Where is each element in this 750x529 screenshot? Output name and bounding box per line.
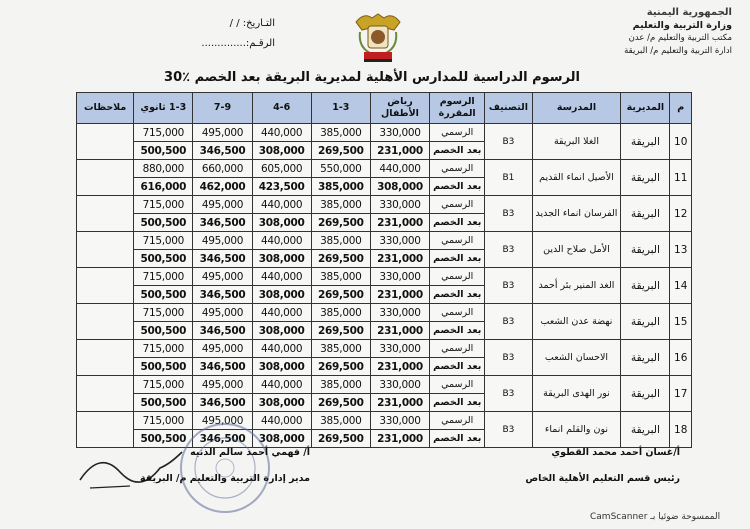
table-row	[77, 268, 692, 286]
fee-value-cell: 440,000	[252, 124, 311, 142]
fee-value-cell: 231,000	[370, 322, 429, 340]
fee-value-cell: 269,500	[311, 430, 370, 448]
row-index: 16	[670, 340, 692, 376]
fee-value-cell: 308,000	[252, 430, 311, 448]
school-cell: نور الهدى البريقة	[532, 376, 621, 412]
table-row	[77, 304, 692, 322]
fee-value-cell: 346,500	[193, 142, 252, 160]
fee-value-cell: 308,000	[252, 142, 311, 160]
fee-value-cell: 500,500	[134, 250, 193, 268]
notes-cell	[77, 340, 134, 376]
col-school: المدرسة	[532, 93, 621, 124]
district-cell: البريقة	[621, 376, 670, 412]
notes-cell	[77, 268, 134, 304]
fee-type-cell: بعد الخصم	[430, 394, 485, 412]
col-grades-1-3: 1-3	[311, 93, 370, 124]
fee-value-cell: 269,500	[311, 322, 370, 340]
fee-value-cell: 616,000	[134, 178, 193, 196]
fee-value-cell: 346,500	[193, 250, 252, 268]
fee-value-cell: 500,500	[134, 394, 193, 412]
row-index: 17	[670, 376, 692, 412]
fee-type-cell: بعد الخصم	[430, 322, 485, 340]
school-cell: الاحسان الشعب	[532, 340, 621, 376]
fee-type-cell: بعد الخصم	[430, 430, 485, 448]
classification-cell: B3	[485, 304, 532, 340]
fee-value-cell: 715,000	[134, 376, 193, 394]
classification-cell: B3	[485, 232, 532, 268]
notes-cell	[77, 376, 134, 412]
col-fee-type: الرسوم المقررة	[430, 93, 485, 124]
fee-value-cell: 330,000	[370, 304, 429, 322]
fee-value-cell: 231,000	[370, 250, 429, 268]
notes-cell	[77, 196, 134, 232]
date-ref-block	[155, 14, 275, 54]
fee-value-cell: 330,000	[370, 412, 429, 430]
col-grades-7-9: 7-9	[193, 93, 252, 124]
fee-value-cell: 269,500	[311, 142, 370, 160]
fee-value-cell: 308,000	[252, 394, 311, 412]
scanner-watermark	[590, 512, 720, 522]
fee-value-cell: 440,000	[252, 268, 311, 286]
fee-value-cell: 346,500	[193, 430, 252, 448]
fee-value-cell: 330,000	[370, 340, 429, 358]
col-grades-4-6: 4-6	[252, 93, 311, 124]
fee-value-cell: 385,000	[311, 412, 370, 430]
fee-value-cell: 231,000	[370, 430, 429, 448]
fee-type-cell: بعد الخصم	[430, 358, 485, 376]
fee-value-cell: 385,000	[311, 196, 370, 214]
table-header-row	[77, 93, 692, 124]
fee-value-cell: 269,500	[311, 214, 370, 232]
fee-value-cell: 660,000	[193, 160, 252, 178]
district-cell: البريقة	[621, 124, 670, 160]
notes-cell	[77, 232, 134, 268]
fee-value-cell: 231,000	[370, 358, 429, 376]
notes-cell	[77, 304, 134, 340]
fee-value-cell: 330,000	[370, 268, 429, 286]
table-row	[77, 124, 692, 142]
fee-value-cell: 269,500	[311, 286, 370, 304]
fee-value-cell: 462,000	[193, 178, 252, 196]
school-cell: نهضة عدن الشعب	[532, 304, 621, 340]
fee-value-cell: 385,000	[311, 304, 370, 322]
district-cell: البريقة	[621, 340, 670, 376]
school-cell: الأصيل انماء القديم	[532, 160, 621, 196]
row-index: 18	[670, 412, 692, 448]
fee-value-cell: 500,500	[134, 214, 193, 232]
date-field: التـاريخ: / /	[229, 18, 275, 29]
fee-value-cell: 495,000	[193, 376, 252, 394]
scanner-caption: الممسوحة ضوئيا بـ	[650, 512, 721, 522]
table-row	[77, 160, 692, 178]
fee-value-cell: 495,000	[193, 412, 252, 430]
classification-cell: B3	[485, 412, 532, 448]
fee-value-cell: 440,000	[370, 160, 429, 178]
fee-type-cell: الرسمي	[430, 376, 485, 394]
ministry-line: وزارة التربية والتعليم	[632, 20, 732, 31]
scanner-brand: CamScanner	[590, 512, 648, 522]
district-cell: البريقة	[621, 232, 670, 268]
school-cell: الغد المنير بئر أحمد	[532, 268, 621, 304]
fee-value-cell: 500,500	[134, 358, 193, 376]
fee-type-cell: الرسمي	[430, 412, 485, 430]
fee-value-cell: 269,500	[311, 394, 370, 412]
fee-value-cell: 346,500	[193, 358, 252, 376]
office-line: مكتب التربية والتعليم م/ عدن	[628, 33, 732, 43]
col-secondary: 1-3 ثانوي	[134, 93, 193, 124]
classification-cell: B3	[485, 376, 532, 412]
fee-value-cell: 231,000	[370, 286, 429, 304]
fee-value-cell: 385,000	[311, 232, 370, 250]
fee-value-cell: 385,000	[311, 268, 370, 286]
school-cell: الفرسان انماء الجديد	[532, 196, 621, 232]
table-row	[77, 376, 692, 394]
left-signatory-title: مدير إدارة التربية والتعليم م/ البريقة	[139, 473, 310, 484]
fee-type-cell: الرسمي	[430, 268, 485, 286]
signature-left	[110, 440, 310, 492]
fee-type-cell: بعد الخصم	[430, 214, 485, 232]
classification-cell: B3	[485, 196, 532, 232]
fee-type-cell: بعد الخصم	[430, 178, 485, 196]
fee-type-cell: الرسمي	[430, 304, 485, 322]
fee-value-cell: 231,000	[370, 214, 429, 232]
fee-value-cell: 308,000	[252, 322, 311, 340]
fees-table-body	[77, 124, 692, 448]
fee-value-cell: 495,000	[193, 232, 252, 250]
district-cell: البريقة	[621, 268, 670, 304]
fee-value-cell: 715,000	[134, 304, 193, 322]
document-title: الرسوم الدراسية للمدارس الأهلية لمديرية البريقة بعد الخصم ٪30	[164, 70, 580, 85]
fee-value-cell: 346,500	[193, 394, 252, 412]
fee-value-cell: 880,000	[134, 160, 193, 178]
fee-value-cell: 330,000	[370, 376, 429, 394]
fee-value-cell: 330,000	[370, 196, 429, 214]
fees-table	[76, 92, 692, 448]
fee-value-cell: 440,000	[252, 304, 311, 322]
col-kindergarten: رياض الأطفال	[370, 93, 429, 124]
fee-value-cell: 440,000	[252, 232, 311, 250]
fee-value-cell: 715,000	[134, 124, 193, 142]
table-row	[77, 340, 692, 358]
admin-line: ادارة التربية والتعليم م/ البريقة	[624, 46, 732, 56]
fee-value-cell: 495,000	[193, 196, 252, 214]
fee-type-cell: بعد الخصم	[430, 250, 485, 268]
col-index: م	[670, 93, 692, 124]
fee-value-cell: 346,500	[193, 214, 252, 232]
district-cell: البريقة	[621, 160, 670, 196]
letterhead-right	[542, 6, 732, 58]
fee-value-cell: 346,500	[193, 286, 252, 304]
ref-field: الرقـم:..............	[201, 38, 275, 49]
fee-type-cell: الرسمي	[430, 124, 485, 142]
fee-value-cell: 385,000	[311, 376, 370, 394]
fee-value-cell: 423,500	[252, 178, 311, 196]
left-signatory-name: أ/ فهمي أحمد سالم الذنيه	[190, 447, 310, 458]
fee-value-cell: 385,000	[311, 340, 370, 358]
fee-value-cell: 308,000	[252, 286, 311, 304]
table-row	[77, 412, 692, 430]
fee-value-cell: 605,000	[252, 160, 311, 178]
fee-value-cell: 500,500	[134, 322, 193, 340]
fee-value-cell: 495,000	[193, 124, 252, 142]
fee-type-cell: الرسمي	[430, 232, 485, 250]
col-notes: ملاحظات	[77, 93, 134, 124]
fee-value-cell: 440,000	[252, 340, 311, 358]
fee-value-cell: 440,000	[252, 376, 311, 394]
national-emblem-icon	[350, 8, 406, 66]
fee-value-cell: 550,000	[311, 160, 370, 178]
classification-cell: B1	[485, 160, 532, 196]
fee-value-cell: 715,000	[134, 232, 193, 250]
fee-value-cell: 269,500	[311, 250, 370, 268]
fee-value-cell: 495,000	[193, 268, 252, 286]
fee-value-cell: 346,500	[193, 322, 252, 340]
row-index: 14	[670, 268, 692, 304]
table-row	[77, 196, 692, 214]
col-class: التصنيف	[485, 93, 532, 124]
row-index: 13	[670, 232, 692, 268]
school-cell: الغلا البريقة	[532, 124, 621, 160]
district-cell: البريقة	[621, 304, 670, 340]
fee-value-cell: 330,000	[370, 232, 429, 250]
notes-cell	[77, 124, 134, 160]
fee-value-cell: 231,000	[370, 142, 429, 160]
fee-value-cell: 715,000	[134, 340, 193, 358]
fee-value-cell: 715,000	[134, 412, 193, 430]
school-cell: نون والقلم انماء	[532, 412, 621, 448]
fee-value-cell: 500,500	[134, 430, 193, 448]
fee-value-cell: 231,000	[370, 394, 429, 412]
fee-value-cell: 385,000	[311, 124, 370, 142]
fee-type-cell: الرسمي	[430, 340, 485, 358]
fee-value-cell: 715,000	[134, 196, 193, 214]
fee-value-cell: 308,000	[370, 178, 429, 196]
school-cell: الأمل صلاح الدين	[532, 232, 621, 268]
signature-right	[450, 440, 680, 492]
fee-value-cell: 495,000	[193, 340, 252, 358]
row-index: 15	[670, 304, 692, 340]
fee-value-cell: 308,000	[252, 358, 311, 376]
fee-value-cell: 500,500	[134, 286, 193, 304]
fee-type-cell: بعد الخصم	[430, 142, 485, 160]
table-row	[77, 232, 692, 250]
district-cell: البريقة	[621, 412, 670, 448]
classification-cell: B3	[485, 268, 532, 304]
right-signatory-title: رئيس قسم التعليم الأهلية الخاص	[525, 473, 680, 484]
fee-value-cell: 495,000	[193, 304, 252, 322]
classification-cell: B3	[485, 124, 532, 160]
district-cell: البريقة	[621, 196, 670, 232]
fee-value-cell: 385,000	[311, 178, 370, 196]
fee-value-cell: 440,000	[252, 412, 311, 430]
fee-value-cell: 715,000	[134, 268, 193, 286]
notes-cell	[77, 160, 134, 196]
fee-value-cell: 308,000	[252, 214, 311, 232]
row-index: 11	[670, 160, 692, 196]
fee-type-cell: الرسمي	[430, 196, 485, 214]
fee-type-cell: الرسمي	[430, 160, 485, 178]
fee-value-cell: 440,000	[252, 196, 311, 214]
country-line: الجمهورية اليمنية	[646, 7, 732, 18]
fee-value-cell: 269,500	[311, 358, 370, 376]
row-index: 10	[670, 124, 692, 160]
fee-value-cell: 308,000	[252, 250, 311, 268]
right-signatory-name: أ/غسان أحمد محمد القطوي	[551, 447, 680, 458]
fee-type-cell: بعد الخصم	[430, 286, 485, 304]
col-district: المديرية	[621, 93, 670, 124]
fee-value-cell: 330,000	[370, 124, 429, 142]
classification-cell: B3	[485, 340, 532, 376]
fee-value-cell: 500,500	[134, 142, 193, 160]
row-index: 12	[670, 196, 692, 232]
